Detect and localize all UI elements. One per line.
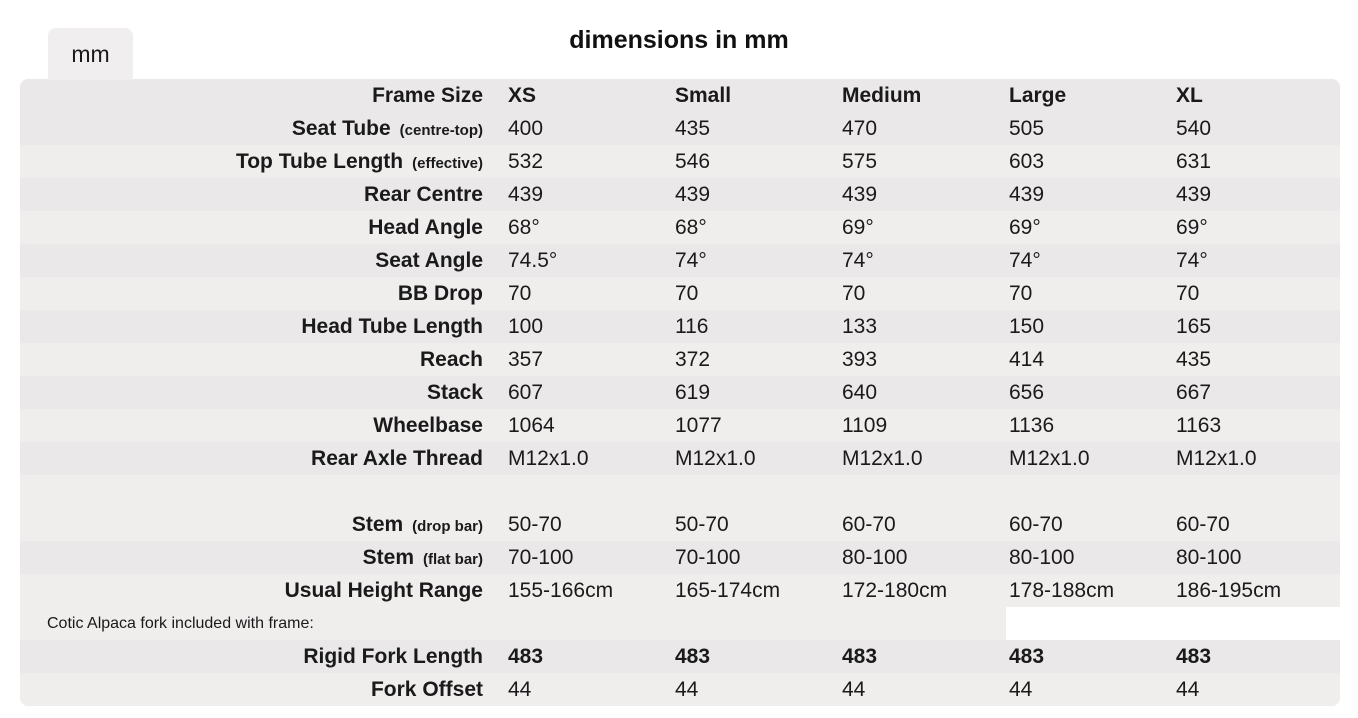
row-value: 44: [839, 673, 1006, 706]
geometry-table-body: [20, 79, 1340, 706]
row-value: 631: [1173, 145, 1340, 178]
row-value: 439: [505, 178, 672, 211]
row-value: 50-70: [672, 508, 839, 541]
table-row: [20, 442, 1340, 475]
row-label: [20, 277, 505, 310]
row-value: 100: [505, 310, 672, 343]
row-value: 439: [839, 178, 1006, 211]
row-value: 69°: [1006, 211, 1173, 244]
row-value: 439: [1173, 178, 1340, 211]
row-value: 186-195cm: [1173, 574, 1340, 607]
row-label-text: Rigid Fork Length: [303, 644, 483, 668]
row-label-sub: (effective): [412, 154, 483, 172]
row-label-sub: (centre-top): [399, 121, 483, 139]
geometry-table: [20, 79, 1340, 706]
header-size-xl: XL: [1173, 79, 1340, 112]
table-row: [20, 409, 1340, 442]
row-value: 74°: [839, 244, 1006, 277]
row-value: 178-188cm: [1006, 574, 1173, 607]
row-label-text: Head Tube Length: [301, 314, 483, 338]
row-value: 393: [839, 343, 1006, 376]
row-value: 133: [839, 310, 1006, 343]
spacer-cell: [20, 475, 1340, 508]
table-row: [20, 145, 1340, 178]
row-value: 80-100: [839, 541, 1006, 574]
row-label: [20, 310, 505, 343]
row-value: 74°: [1006, 244, 1173, 277]
row-value: 372: [672, 343, 839, 376]
row-value: 44: [505, 673, 672, 706]
row-value: 44: [1006, 673, 1173, 706]
table-row: [20, 640, 1340, 673]
row-value: 50-70: [505, 508, 672, 541]
row-value: 546: [672, 145, 839, 178]
row-label-text: Rear Axle Thread: [311, 446, 483, 470]
tab-mm[interactable]: [48, 28, 133, 80]
row-value: 70-100: [505, 541, 672, 574]
row-label-text: Wheelbase: [373, 413, 483, 437]
row-value: 68°: [672, 211, 839, 244]
table-row: [20, 508, 1340, 541]
header-size-xs: XS: [505, 79, 672, 112]
row-label-text: Head Angle: [368, 215, 483, 239]
table-header-row: [20, 79, 1340, 112]
row-label: [20, 211, 505, 244]
row-value: M12x1.0: [672, 442, 839, 475]
row-value: 483: [839, 640, 1006, 673]
table-note-row: [20, 607, 1340, 640]
row-value: 607: [505, 376, 672, 409]
row-value: 60-70: [1006, 508, 1173, 541]
row-label-text: Seat Angle: [375, 248, 483, 272]
row-value: 400: [505, 112, 672, 145]
row-value: 80-100: [1006, 541, 1173, 574]
row-value: 1064: [505, 409, 672, 442]
row-label: [20, 112, 505, 145]
row-value: 165-174cm: [672, 574, 839, 607]
row-value: 150: [1006, 310, 1173, 343]
row-value: 357: [505, 343, 672, 376]
row-value: 1077: [672, 409, 839, 442]
page-title: dimensions in mm: [569, 26, 789, 54]
header-size-large: Large: [1006, 79, 1173, 112]
row-label: [20, 145, 505, 178]
row-value: 116: [672, 310, 839, 343]
row-value: 505: [1006, 112, 1173, 145]
geometry-table-container: [20, 79, 1340, 706]
row-label-text: Rear Centre: [363, 182, 483, 206]
row-value: 483: [1006, 640, 1173, 673]
row-value: 44: [672, 673, 839, 706]
row-value: 44: [1173, 673, 1340, 706]
table-row: [20, 178, 1340, 211]
row-value: 483: [672, 640, 839, 673]
table-row: [20, 574, 1340, 607]
table-note: Cotic Alpaca fork included with frame:: [20, 607, 1006, 640]
table-row: [20, 343, 1340, 376]
row-value: 656: [1006, 376, 1173, 409]
row-label-text: Top Tube Length: [235, 149, 404, 173]
row-value: 1163: [1173, 409, 1340, 442]
row-label-text: Fork Offset: [370, 677, 483, 701]
table-row: [20, 541, 1340, 574]
row-value: 1109: [839, 409, 1006, 442]
row-value: 470: [839, 112, 1006, 145]
row-value: 70: [672, 277, 839, 310]
row-value: 575: [839, 145, 1006, 178]
row-label: [20, 244, 505, 277]
row-value: 414: [1006, 343, 1173, 376]
row-value: M12x1.0: [505, 442, 672, 475]
row-value: 80-100: [1173, 541, 1340, 574]
row-value: 483: [505, 640, 672, 673]
row-value: 172-180cm: [839, 574, 1006, 607]
table-row: [20, 673, 1340, 706]
row-value: 155-166cm: [505, 574, 672, 607]
table-note-blank: [1006, 607, 1340, 640]
row-value: 435: [1173, 343, 1340, 376]
row-value: 619: [672, 376, 839, 409]
row-label: [20, 673, 505, 706]
tab-mm-label: mm: [71, 40, 110, 67]
row-value: 70: [1173, 277, 1340, 310]
row-value: 60-70: [1173, 508, 1340, 541]
row-value: 74.5°: [505, 244, 672, 277]
row-label: [20, 541, 505, 574]
row-label: [20, 640, 505, 673]
row-label: [20, 574, 505, 607]
row-value: 667: [1173, 376, 1340, 409]
table-row: [20, 112, 1340, 145]
row-value: 603: [1006, 145, 1173, 178]
row-label: [20, 178, 505, 211]
row-label: [20, 376, 505, 409]
row-label: [20, 343, 505, 376]
header-size-medium: Medium: [839, 79, 1006, 112]
table-row: [20, 277, 1340, 310]
row-value: 532: [505, 145, 672, 178]
row-value: 165: [1173, 310, 1340, 343]
row-value: 74°: [1173, 244, 1340, 277]
row-value: 70-100: [672, 541, 839, 574]
row-value: 435: [672, 112, 839, 145]
row-label-text: Stem: [362, 545, 414, 569]
row-label-text: Reach: [419, 347, 483, 371]
row-value: 540: [1173, 112, 1340, 145]
row-value: M12x1.0: [1173, 442, 1340, 475]
row-label-text: Stack: [426, 380, 483, 404]
row-label: [20, 409, 505, 442]
row-label-sub: (drop bar): [412, 517, 483, 535]
table-row: [20, 211, 1340, 244]
row-label: [20, 508, 505, 541]
row-value: 70: [505, 277, 672, 310]
row-label-text: Stem: [351, 512, 404, 536]
row-label: [20, 442, 505, 475]
table-spacer: [20, 475, 1340, 508]
table-row: [20, 244, 1340, 277]
row-value: 1136: [1006, 409, 1173, 442]
row-value: M12x1.0: [839, 442, 1006, 475]
row-value: 60-70: [839, 508, 1006, 541]
table-row: [20, 376, 1340, 409]
row-value: 483: [1173, 640, 1340, 673]
row-value: 439: [672, 178, 839, 211]
row-label-text: Seat Tube: [291, 116, 391, 140]
row-value: 69°: [839, 211, 1006, 244]
table-row: [20, 310, 1340, 343]
row-value: 439: [1006, 178, 1173, 211]
row-value: 70: [839, 277, 1006, 310]
row-value: 68°: [505, 211, 672, 244]
header-label: Frame Size: [20, 79, 505, 112]
row-label-sub: (flat bar): [423, 550, 483, 568]
row-value: 640: [839, 376, 1006, 409]
row-label-text: Usual Height Range: [284, 578, 483, 602]
row-value: 70: [1006, 277, 1173, 310]
row-value: 69°: [1173, 211, 1340, 244]
row-value: M12x1.0: [1006, 442, 1173, 475]
header-size-small: Small: [672, 79, 839, 112]
row-label-text: BB Drop: [397, 281, 483, 305]
row-value: 74°: [672, 244, 839, 277]
